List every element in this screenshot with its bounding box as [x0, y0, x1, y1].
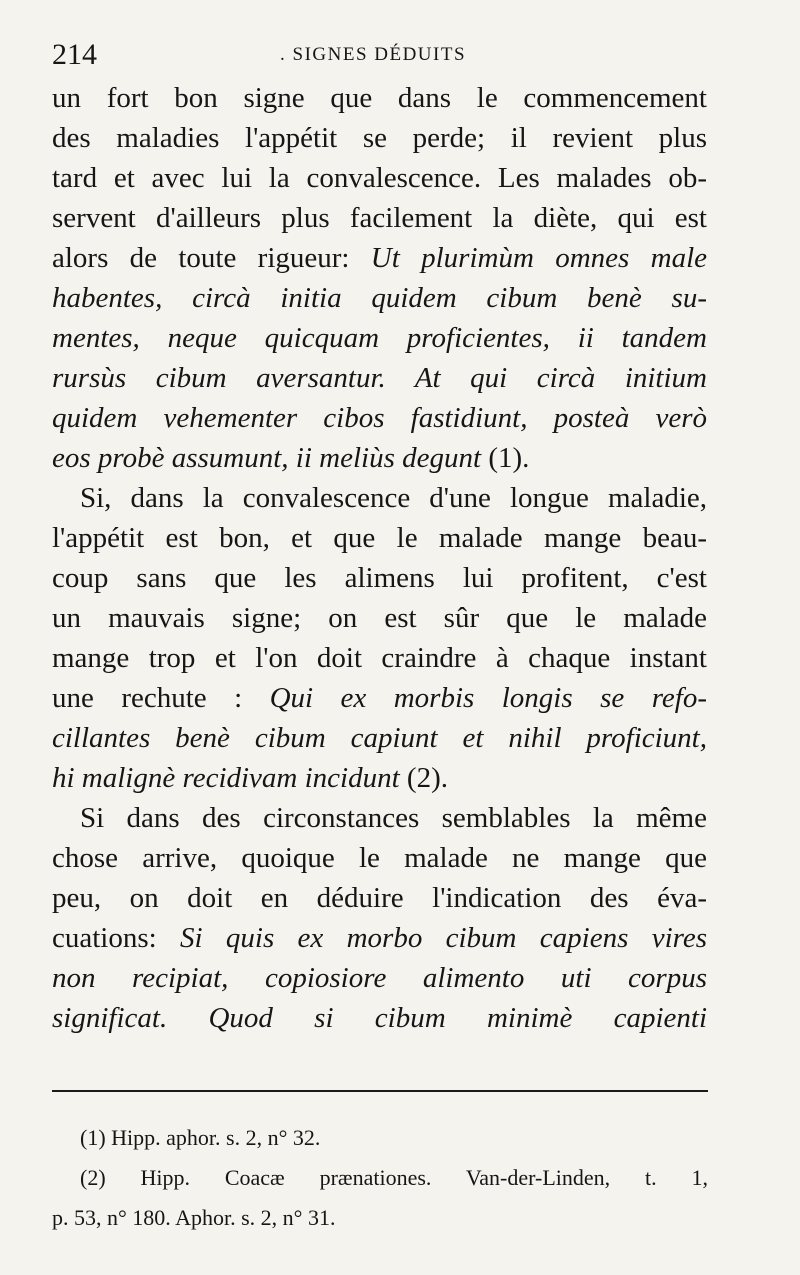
text-line: cillantes benè cibum capiunt et nihil proficiunt,: [52, 722, 707, 754]
footnote: (2) Hipp. Coacæ prænationes. Van-der-Linden, t. 1,: [80, 1165, 708, 1190]
footnote: p. 53, n° 180. Aphor. s. 2, n° 31.: [52, 1205, 336, 1230]
text-line: un fort bon signe que dans le commencement: [52, 82, 707, 114]
footnote: (1) Hipp. aphor. s. 2, n° 32.: [80, 1125, 321, 1150]
text-line: non recipiat, copiosiore alimento uti corpus: [52, 962, 707, 994]
text-line: des maladies l'appétit se perde; il revient plus: [52, 122, 707, 154]
text-line: rursùs cibum aversantur. At qui circà initium: [52, 362, 707, 394]
main-text: [52, 78, 707, 1038]
text-line: alors de toute rigueur: Ut plurimùm omnes male: [52, 242, 707, 274]
text-line: l'appétit est bon, et que le malade mange beau-: [52, 522, 707, 554]
text-line: tard et avec lui la convalescence. Les malades ob-: [52, 162, 707, 194]
text-line: significat. Quod si cibum minimè capienti: [52, 1002, 707, 1034]
footnote-rule: [52, 1090, 708, 1092]
text-line: mentes, neque quicquam proficientes, ii tandem: [52, 322, 707, 354]
text-line: hi malignè recidivam incidunt (2).: [52, 762, 448, 794]
text-line: servent d'ailleurs plus facilement la diète, qui est: [52, 202, 707, 234]
text-line: habentes, circà initia quidem cibum benè su-: [52, 282, 707, 314]
text-line: une rechute : Qui ex morbis longis se refo-: [52, 682, 707, 714]
text-line: eos probè assumunt, ii meliùs degunt (1).: [52, 442, 530, 474]
text-line: un mauvais signe; on est sûr que le malade: [52, 602, 707, 634]
page-number: 214: [52, 38, 97, 71]
text-line: quidem vehementer cibos fastidiunt, posteà verò: [52, 402, 707, 434]
text-line: Si dans des circonstances semblables la même: [80, 802, 707, 834]
text-line: coup sans que les alimens lui profitent, c'est: [52, 562, 707, 594]
text-line: cuations: Si quis ex morbo cibum capiens vires: [52, 922, 708, 954]
text-line: mange trop et l'on doit craindre à chaque instant: [52, 642, 707, 674]
page-header: [52, 28, 740, 78]
running-title: . SIGNES DÉDUITS: [280, 44, 467, 65]
text-line: chose arrive, quoique le malade ne mange que: [52, 842, 707, 874]
text-line: Si, dans la convalescence d'une longue maladie,: [80, 482, 707, 514]
text-line: peu, on doit en déduire l'indication des éva-: [52, 882, 707, 914]
footnotes: [52, 1118, 708, 1238]
